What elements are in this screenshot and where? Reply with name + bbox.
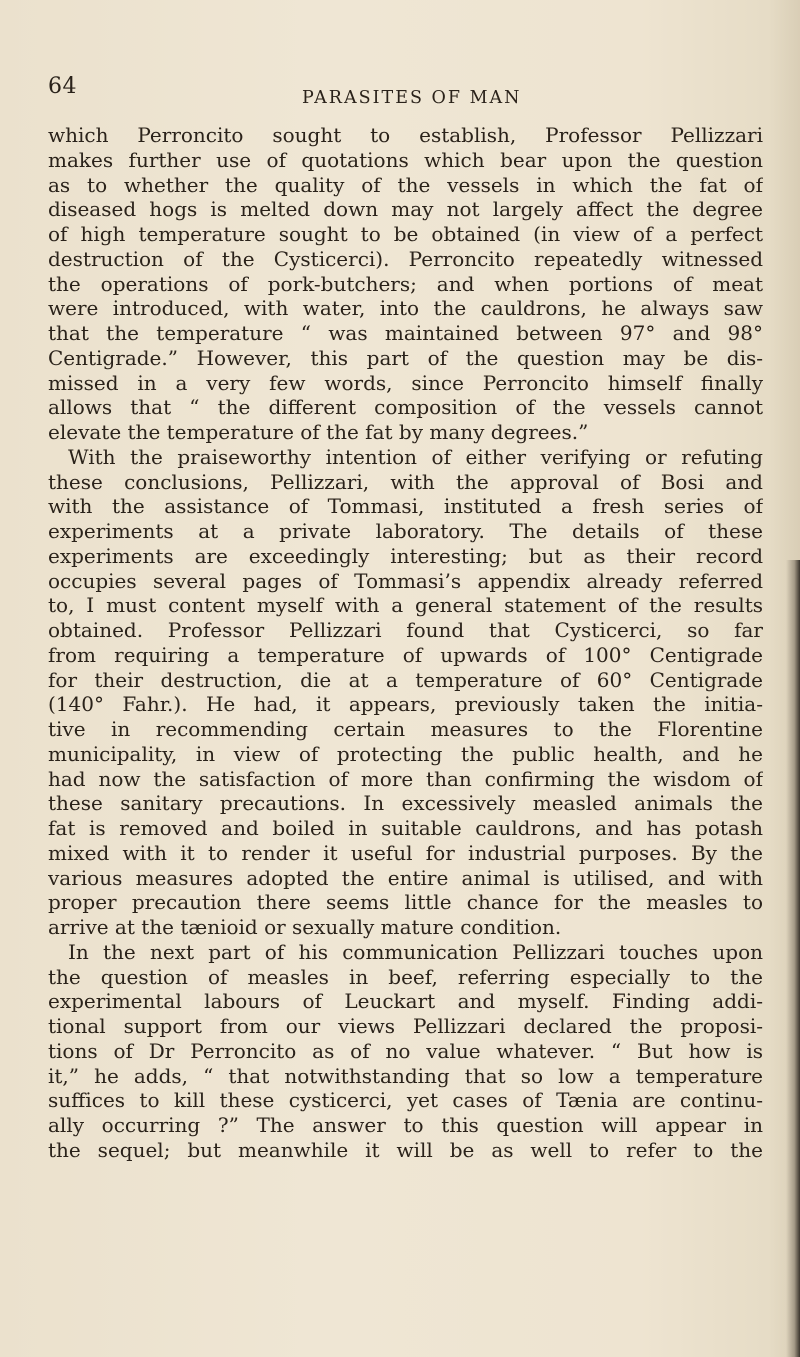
text-line: tions of Dr Perroncito as of no value whatever. “ But how is <box>48 1038 763 1063</box>
text-line: allows that “ the different composition of the vessels cannot <box>48 395 763 420</box>
text-line: obtained. Professor Pellizzari found that Cysticerci, so far <box>48 618 763 642</box>
page-edge-shadow <box>786 560 800 1357</box>
paragraph-start-line: With the praiseworthy intention of either verifying or refuting <box>68 444 763 469</box>
text-line: experimental labours of Leuckart and myself. Finding addi- <box>48 989 763 1014</box>
paragraph-end-line: elevate the temperature of the fat by many degrees.” <box>48 420 589 444</box>
text-line: had now the satisfaction of more than confirming the wisdom of <box>48 766 763 791</box>
text-line: occupies several pages of Tommasi’s appendix already referred <box>48 568 763 593</box>
text-line: fat is removed and boiled in suitable cauldrons, and has potash <box>48 816 763 840</box>
text-line: were introduced, with water, into the cauldrons, he always saw <box>48 296 763 321</box>
text-line: these sanitary precautions. In excessively measled animals the <box>48 791 763 816</box>
text-line: experiments at a private laboratory. The details of these <box>48 519 763 543</box>
text-line: (140° Fahr.). He had, it appears, previously taken the initia- <box>48 692 763 717</box>
text-line: makes further use of quotations which bear upon the question <box>48 147 763 172</box>
text-line: these conclusions, Pellizzari, with the approval of Bosi and <box>48 469 763 494</box>
text-line: it,” he adds, “ that notwithstanding that so low a temperature <box>48 1063 763 1088</box>
text-line: the question of measles in beef, referring especially to the <box>48 964 763 989</box>
text-line: from requiring a temperature of upwards of 100° Centigrade <box>48 642 763 667</box>
running-head: PARASITES OF MAN <box>302 88 522 108</box>
text-line: ally occurring ?” The answer to this question will appear in <box>48 1113 763 1137</box>
text-line: suffices to kill these cysticerci, yet cases of Tænia are continu- <box>48 1088 763 1113</box>
text-line: experiments are exceedingly interesting; but as their record <box>48 543 763 568</box>
page-header <box>48 74 763 118</box>
text-line: missed in a very few words, since Perroncito himself finally <box>48 370 763 395</box>
text-line: diseased hogs is melted down may not largely affect the degree <box>48 197 763 222</box>
text-line: municipality, in view of protecting the public health, and he <box>48 741 763 766</box>
paragraph-start-line: In the next part of his communication Pellizzari touches upon <box>68 939 763 964</box>
text-line: the operations of pork-butchers; and when portions of meat <box>48 271 763 296</box>
page-number: 64 <box>48 74 77 99</box>
text-line: Centigrade.” However, this part of the question may be dis- <box>48 345 763 370</box>
text-line: various measures adopted the entire animal is utilised, and with <box>48 865 763 890</box>
text-line: that the temperature “ was maintained between 97° and 98° <box>48 321 763 345</box>
text-line: the sequel; but meanwhile it will be as well to refer to the <box>48 1137 763 1162</box>
text-line: destruction of the Cysticerci). Perroncito repeatedly witnessed <box>48 246 763 271</box>
text-line: proper precaution there seems little chance for the measles to <box>48 890 763 915</box>
body-text <box>48 123 763 1163</box>
text-line: with the assistance of Tommasi, instituted a fresh series of <box>48 494 763 519</box>
text-line: as to whether the quality of the vessels in which the fat of <box>48 172 763 197</box>
paragraph-end-line: arrive at the tænioid or sexually mature condition. <box>48 915 562 939</box>
text-line: mixed with it to render it useful for industrial purposes. By the <box>48 840 763 865</box>
text-line: of high temperature sought to be obtained (in view of a perfect <box>48 222 763 246</box>
text-line: to, I must content myself with a general statement of the results <box>48 593 763 618</box>
text-line: tional support from our views Pellizzari declared the proposi- <box>48 1014 763 1038</box>
text-line: for their destruction, die at a temperature of 60° Centigrade <box>48 667 763 692</box>
text-line: tive in recommending certain measures to the Florentine <box>48 717 763 741</box>
text-line: which Perroncito sought to establish, Professor Pellizzari <box>48 123 763 147</box>
